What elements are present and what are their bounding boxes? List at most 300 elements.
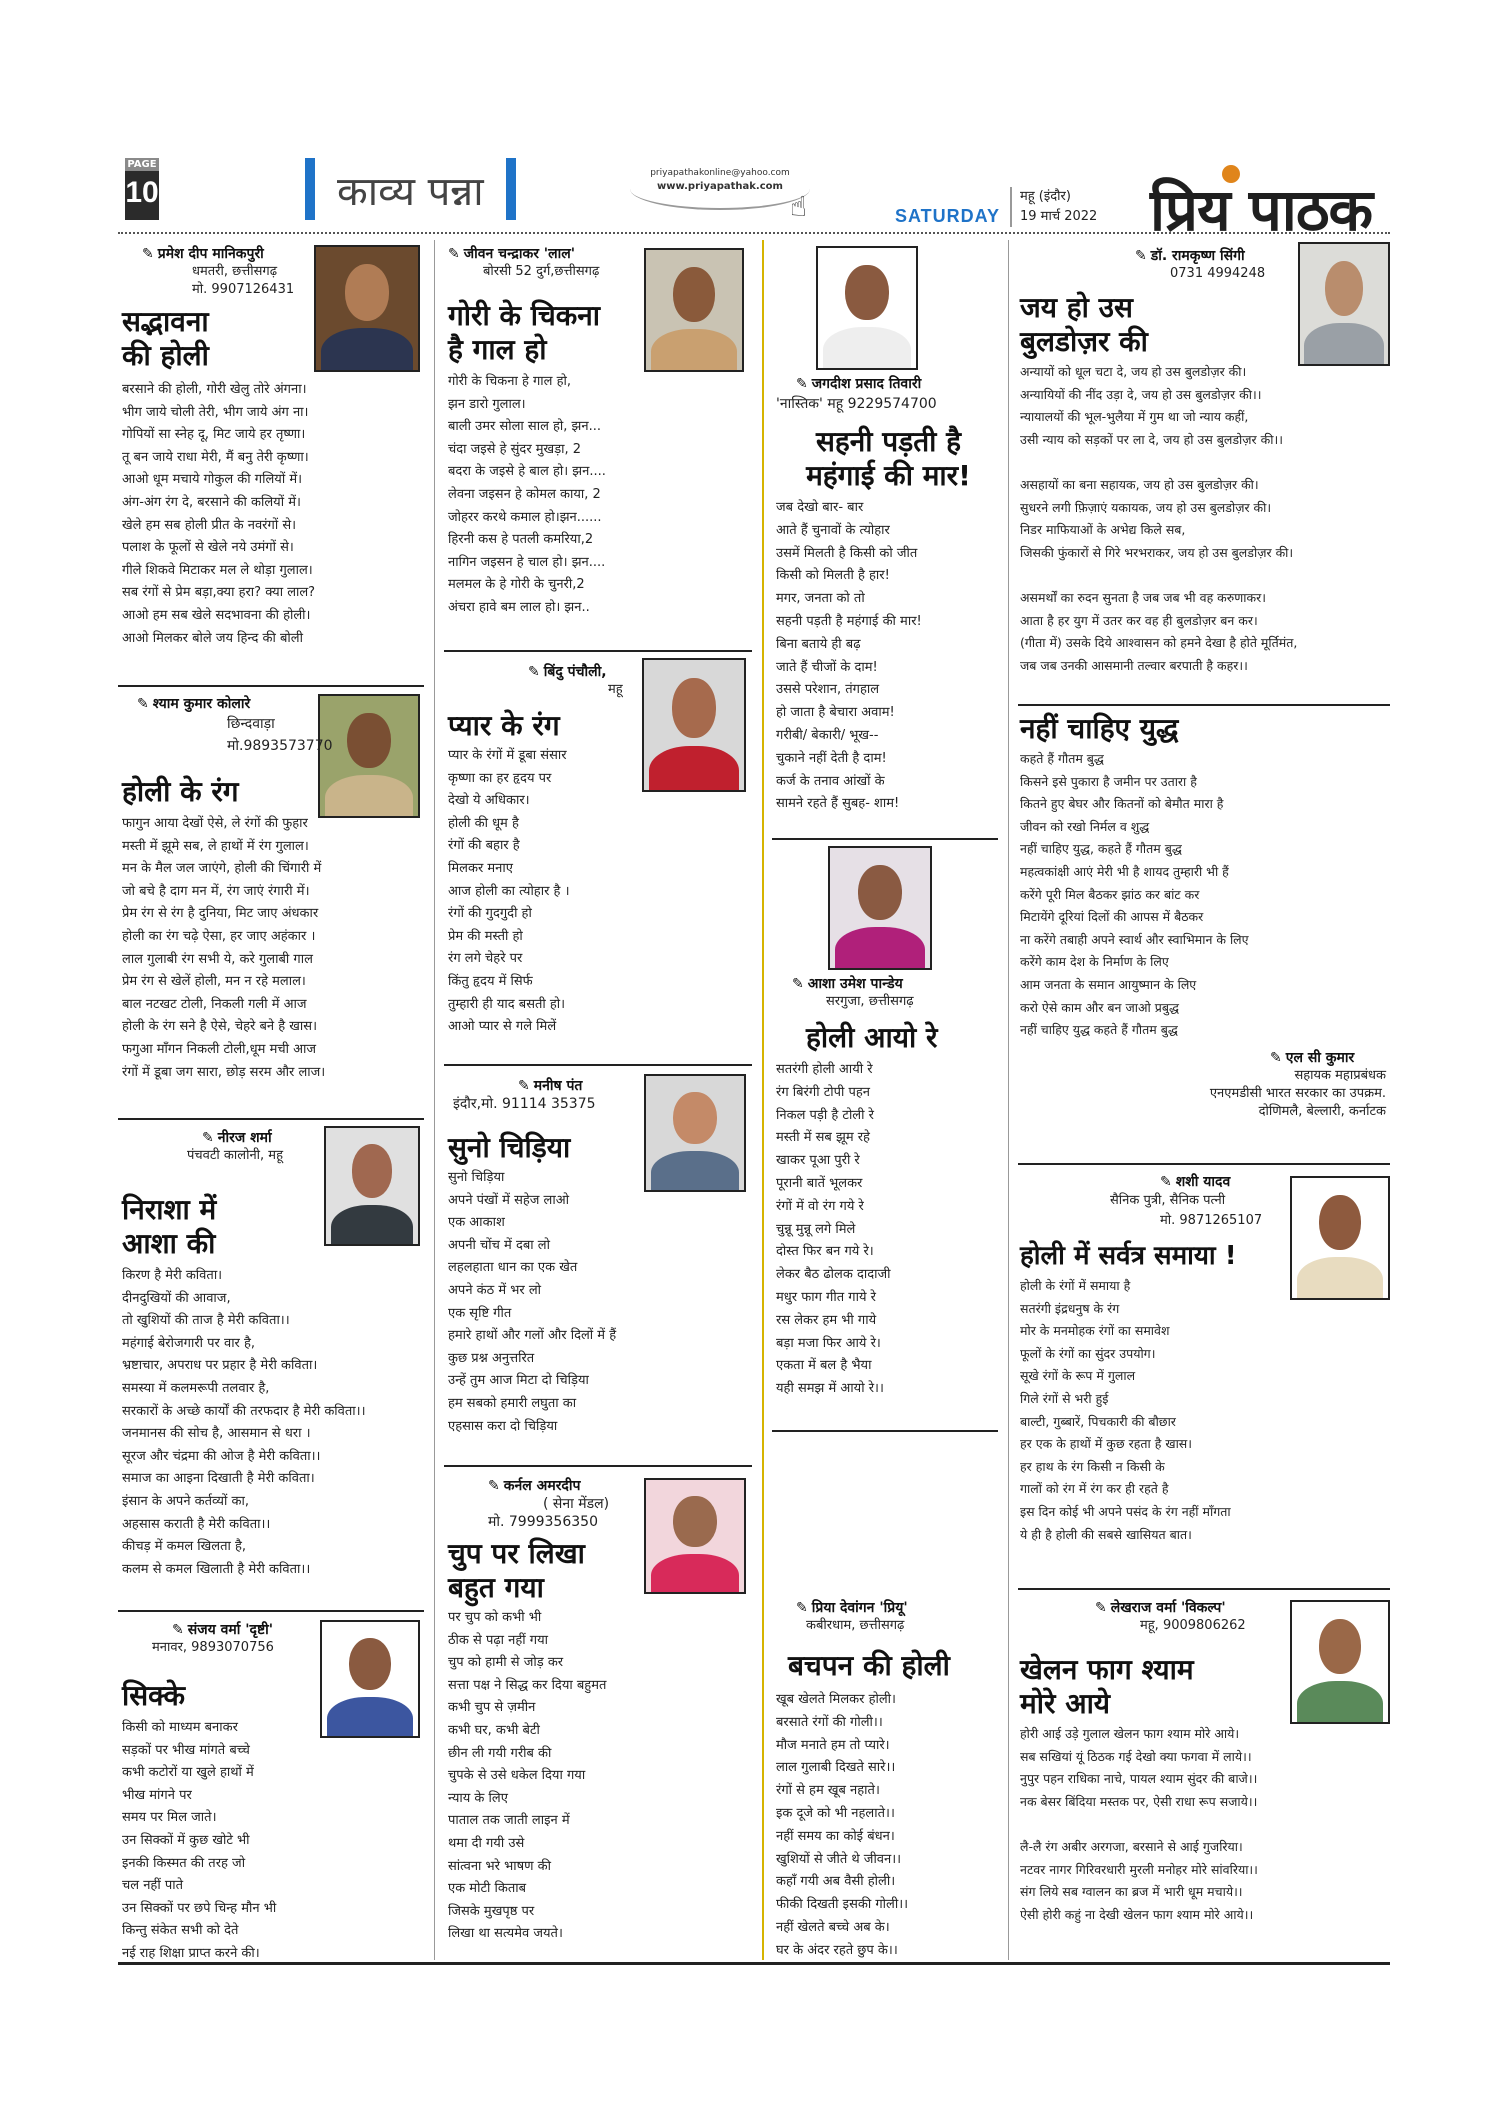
- poem-line: मगर, जनता को तो: [776, 591, 865, 607]
- poem-line: झन डारो गुलाल।: [448, 396, 526, 412]
- author-meta: ( सेना मेंडल) मो. 7999356350: [488, 1496, 610, 1530]
- poem-line: उससे परेशान, तंगहाल: [776, 682, 880, 698]
- poem-line: आज होली का त्योहार है ।: [448, 883, 570, 899]
- poem-line: जब जब उनकी आसमानी तल्वार बरपाती है कहर।।: [1020, 657, 1248, 673]
- poem-line: नहीं खेलते बच्चे अब के।: [776, 1919, 890, 1935]
- author-meta: सरगुजा, छत्तीसगढ़: [826, 994, 914, 1009]
- poem-line: दोस्त फिर बन गये रे।: [776, 1244, 874, 1260]
- page-number-tag: [125, 158, 159, 220]
- poem-line: चल नहीं पाते: [122, 1878, 183, 1894]
- poem-title: निराशा में आशा की: [122, 1193, 217, 1260]
- poem-line: खाकर पूआ पुरी रे: [776, 1153, 860, 1169]
- poem-line: मस्ती में झूमे सब, ले हाथों में रंग गुलाल।: [122, 838, 309, 854]
- poem-line: जोहरर करथे कमाल हो।झन......: [448, 509, 602, 525]
- poem-line: तो खुशियों की ताज है मेरी कविता।।: [122, 1313, 290, 1329]
- poem-line: प्रेम रंग से रंग है दुनिया, मिट जाए अंधकार: [122, 906, 319, 922]
- poem-block: [1020, 1598, 1392, 1926]
- poem-block: [1020, 712, 1392, 1121]
- poem-line: बाल्टी, गुब्बारें, पिचकारी की बौछार: [1020, 1413, 1176, 1429]
- poem-line: गोपियों सा स्नेह दू, मिट जाये हर तृष्णा।: [122, 427, 306, 443]
- author-meta: महू: [608, 682, 623, 697]
- poem-title: गोरी के चिकना है गाल हो: [448, 299, 601, 366]
- poem-line: रंग लगे चेहरे पर: [448, 951, 523, 967]
- poem-line: कभी घर, कभी बेटी: [448, 1722, 540, 1738]
- poem-line: सुनो चिड़िया: [448, 1170, 505, 1185]
- poem-line: रंगों में डूबा जग सारा, छोड़ सरम और लाज।: [122, 1064, 326, 1080]
- poem-line: गिले रंगों से भरी हुई: [1020, 1390, 1109, 1406]
- pen-icon: ✎: [1270, 1049, 1282, 1066]
- poem-line: चुप को हामी से जोड़ कर: [448, 1655, 564, 1671]
- poem-title: होली के रंग: [122, 775, 239, 808]
- poem-line: बरसाते रंगों की गोली।।: [776, 1714, 883, 1730]
- poem-line: हर हाथ के रंग किसी न किसी के: [1020, 1458, 1165, 1474]
- date-block: [1010, 187, 1097, 227]
- author-name: जीवन चन्द्राकर 'लाल': [463, 246, 575, 262]
- column-divider: [762, 240, 764, 1960]
- poem-line: फगुआ माँगन निकली टोली,धूम मची आज: [122, 1041, 317, 1057]
- pen-icon: ✎: [792, 976, 804, 992]
- poem-line: असहायों का बना सहायक, जय हो उस बुलडोज़र की।: [1020, 476, 1259, 492]
- poem-line: कहते हैं गौतम बुद्ध: [1020, 751, 1104, 766]
- poem-line: रंगों में वो रंग गये रे: [776, 1198, 864, 1214]
- poem-body: [1020, 1723, 1392, 1926]
- poem-line: सब रंगों से प्रेम बड़ा,क्या हरा? क्या लाल?: [122, 585, 316, 601]
- poem-line: ये ही है होली की सबसे खासियत बात।: [1020, 1526, 1192, 1542]
- section-title: [305, 158, 516, 220]
- poem-line: पलाश के फूलों से खेले नये उमंगों से।: [122, 540, 294, 556]
- poem-line: करो ऐसे काम और बन जाओ प्रबुद्ध: [1020, 999, 1179, 1015]
- website: www.priyapathak.com: [657, 181, 783, 192]
- poem-line: होली की धूम है: [448, 815, 519, 831]
- poem-line: अन्यायियों की नींद उड़ा दे, जय हो उस बुलडोज़र की।।: [1020, 386, 1262, 402]
- author-meta: मनावर, 9893070756: [152, 1640, 274, 1655]
- poem-line: लाल गुलाबी दिखते सारे।।: [776, 1760, 896, 1776]
- author-meta: सैनिक पुत्री, सैनिक पत्नी मो. 9871265107: [1110, 1193, 1263, 1228]
- poem-body: [1020, 361, 1392, 677]
- poem-line: एक सृष्टि गीत: [448, 1305, 512, 1321]
- pen-icon: ✎: [528, 664, 540, 680]
- poem-line: सब सखियां यूं ठिठक गई देखो क्या फगवा में लाये।।: [1020, 1748, 1252, 1764]
- poem-body: [448, 1607, 753, 1946]
- poem-line: सांत्वना भरे भाषण की: [448, 1858, 552, 1874]
- poem-separator: [772, 1430, 998, 1432]
- author-meta: धमतरी, छत्तीसगढ़ मो. 9907126431: [192, 264, 295, 297]
- poem-title: नहीं चाहिए युद्ध: [1020, 712, 1179, 745]
- poem-separator: [1018, 704, 1390, 706]
- poem-title: खेलन फाग श्याम मोरे आये: [1020, 1653, 1194, 1720]
- poem-line: जब देखो बार- बार: [776, 500, 864, 515]
- pen-icon: ✎: [796, 1600, 808, 1616]
- poem-line: रंग बिरंगी टोपी पहन: [776, 1084, 870, 1100]
- poem-line: होली के रंगों में समाया है: [1020, 1278, 1131, 1293]
- author-name: प्रमेश दीप मानिकपुरी: [157, 246, 264, 262]
- poem-line: जो बचे है दाग मन में, रंग जाएं रंगारी में।: [122, 883, 310, 899]
- poem-line: आओ प्यार से गले मिलें: [448, 1019, 557, 1035]
- poem-line: किसने इसे पुकारा है जमीन पर उतारा है: [1020, 773, 1197, 789]
- poem-line: निडर माफियाओं के अभेद्य किले सब,: [1020, 522, 1186, 538]
- poem-line: फागुन आया देखों ऐसे, ले रंगों की फुहार: [122, 816, 308, 831]
- poem-line: जाते हैं चीजों के दाम!: [776, 659, 878, 675]
- poem-line: किन्तु संकेत सभी को देते: [122, 1923, 239, 1939]
- page-number: 10: [125, 176, 159, 209]
- poem-line: भीख मांगने पर: [122, 1787, 192, 1803]
- poem-line: गालों को रंग में रंग कर ही रहते है: [1020, 1481, 1169, 1497]
- poem-line: अपनी चोंच में दबा लो: [448, 1237, 550, 1253]
- poem-line: आओ धूम मचाये गोकुल की गलियों में।: [122, 472, 303, 488]
- poem-body: [1020, 1275, 1392, 1546]
- poem-line: आम जनता के समान आयुष्मान के लिए: [1020, 976, 1197, 992]
- poem-line: कीचड़ में कमल खिलता है,: [122, 1539, 247, 1555]
- poem-line: बरसाने की होली, गोरी खेलु तोरे अंगना।: [122, 382, 307, 397]
- poem-line: मस्ती में सब झूम रहे: [776, 1130, 870, 1146]
- poem-line: करेंगे पूरी मिल बैठकर झांठ कर बांट कर: [1020, 886, 1200, 902]
- poem-line: सूरज और चंद्रमा की ओज है मेरी कविता।।: [122, 1448, 321, 1464]
- poem-line: उसी न्याय को सड़कों पर ला दे, जय हो उस बुलडोज़र की।।: [1020, 431, 1283, 447]
- author-meta: महू, 9009806262: [1140, 1618, 1246, 1633]
- poem-title: प्यार के रंग: [448, 709, 560, 742]
- date: 19 मार्च 2022: [1020, 209, 1098, 224]
- poem-line: नटवर नागर गिरिवरधारी मुरली मनोहर मोरे सांवरिया।।: [1020, 1861, 1258, 1877]
- poem-line: लिखा था सत्यमेव जयते।: [448, 1926, 563, 1942]
- poem-line: कहाँ गयी अब वैसी होली।: [776, 1874, 896, 1890]
- author-name: आशा उमेश पान्डेय: [807, 976, 903, 992]
- bracket-right: [506, 158, 516, 220]
- poem-line: हिरनी कस हे पतली कमरिया,2: [448, 532, 594, 548]
- poem-line: अंग-अंग रंग दे, बरसाने की कलियों में।: [122, 494, 301, 510]
- poem-title: जय हो उस बुलडोज़र की: [1020, 291, 1148, 358]
- poem-line: चुकाने नहीं देती है दाम!: [776, 750, 887, 766]
- author-name: बिंदु पंचौली,: [543, 664, 607, 680]
- poem-line: सुधरने लगी फ़िज़ाएं यकायक, जय हो उस बुलडोज़र की।: [1020, 499, 1272, 515]
- email: priyapathakonline@yahoo.com: [650, 168, 790, 178]
- poem-line: रस लेकर हम भी गाये: [776, 1312, 877, 1328]
- poem-line: पाताल तक जाती लाइन में: [448, 1813, 570, 1829]
- poem-line: सड़कों पर भीख मांगते बच्चे: [122, 1742, 250, 1758]
- poem-line: हम सबको हमारी लघुता का: [448, 1395, 577, 1411]
- poem-line: मिलकर मनाए: [448, 860, 513, 876]
- poem-line: मधुर फाग गीत गाये रे: [776, 1289, 876, 1305]
- author-photo: [816, 246, 918, 370]
- poem-separator: [772, 838, 998, 840]
- poem-block: [776, 374, 1001, 816]
- poem-line: अन्यायों को धूल चटा दे, जय हो उस बुलडोज़र की।: [1020, 364, 1247, 379]
- poem-title: सुनो चिड़िया: [448, 1131, 571, 1164]
- poem-line: थमा दी गयी उसे: [448, 1835, 525, 1851]
- poem-title: बचपन की होली: [788, 1649, 950, 1682]
- author-meta: बोरसी 52 दुर्ग,छत्तीसगढ़: [483, 264, 600, 279]
- poem-line: होली के रंग सने है ऐसे, चेहरे बने है खास।: [122, 1019, 318, 1035]
- poem-line: आओ मिलकर बोले जय हिन्द की बोली: [122, 630, 303, 646]
- poem-body: [122, 813, 422, 1084]
- poem-line: लेवना जइसन हे कोमल काया, 2: [448, 486, 601, 502]
- poem-block: [448, 1076, 753, 1438]
- poem-line: सहनी पड़ती है महंगाई की मार!: [776, 613, 922, 629]
- poem-line: भीग जाये चोली तेरी, भीग जाये अंग ना।: [122, 404, 309, 420]
- poem-line: संग लिये सब ग्वालन का ब्रज में भारी धूम मचाये।।: [1020, 1884, 1243, 1900]
- author-name: कर्नल अमरदीप: [503, 1478, 581, 1494]
- pen-icon: ✎: [488, 1478, 500, 1494]
- poem-line: लेकर बैठ ढोलक दादाजी: [776, 1267, 891, 1283]
- poem-line: कुछ प्रश्न अनुत्तरित: [448, 1350, 535, 1366]
- poem-line: [1020, 564, 1392, 587]
- pen-icon: ✎: [1135, 248, 1147, 264]
- poem-line: घर के अंदर रहते छुप के।।: [776, 1942, 898, 1958]
- pen-icon: ✎: [142, 246, 154, 262]
- author-meta: 'नास्तिक' महू 9229574700: [776, 396, 937, 412]
- poem-block: [1020, 1172, 1392, 1546]
- poem-body: [448, 371, 753, 620]
- poem-line: बाली उमर सोला साल हो, झन...: [448, 419, 601, 435]
- poem-block: [776, 1598, 1001, 1963]
- poem-line: सूखे रंगों के रूप में गुलाल: [1020, 1368, 1136, 1384]
- author-meta: इंदौर,मो. 91114 35375: [453, 1096, 596, 1112]
- poem-line: कभी चुप से ज़मीन: [448, 1700, 536, 1716]
- poem-line: छीन ली गयी गरीब की: [448, 1745, 552, 1761]
- poem-line: एहसास करा दो चिड़िया: [448, 1418, 558, 1434]
- poem-line: हो जाता है बेचारा अवाम!: [776, 705, 895, 721]
- poem-line: चुपके से उसे धकेल दिया गया: [448, 1768, 586, 1784]
- poem-line: एक मोटी किताब: [448, 1881, 527, 1897]
- poem-line: उन्हें तुम आज मिटा दो चिड़िया: [448, 1373, 589, 1389]
- poem-line: आओ हम सब खेले सदभावना की होली।: [122, 607, 311, 623]
- poem-line: न्याय के लिए: [448, 1790, 508, 1806]
- poem-body: [448, 745, 753, 1039]
- poem-block: [122, 1128, 422, 1581]
- poem-line: आता है हर युग में उतर कर वह ही बुलडोज़र बन कर।: [1020, 612, 1258, 628]
- pen-icon: ✎: [202, 1130, 214, 1146]
- pen-icon: ✎: [448, 246, 460, 262]
- poem-line: न्यायालयों की भूल-भुलैया में गुम था जो न्याय कहीं,: [1020, 409, 1249, 425]
- poem-line: असमर्थों का रुदन सुनता है जब जब भी वह करुणाकर।: [1020, 589, 1266, 605]
- poem-separator: [444, 1064, 752, 1066]
- poem-line: बिना बताये ही बढ़: [776, 636, 861, 652]
- author-name: शशी यादव: [1175, 1174, 1231, 1190]
- poem-separator: [118, 1610, 424, 1612]
- poem-line: हमारे हाथों और गलों और दिलों में हैं: [448, 1328, 617, 1344]
- poem-block: [448, 244, 753, 620]
- poem-body: [448, 1167, 753, 1438]
- poem-line: नक बेसर बिंदिया मस्तक पर, ऐसी राधा रूप सजाये।।: [1020, 1793, 1258, 1809]
- author-meta: 0731 4994248: [1170, 266, 1266, 281]
- poem-line: मौज मनाते हम तो प्यारे।: [776, 1737, 890, 1753]
- column-divider: [1008, 240, 1009, 1960]
- poem-line: लाल गुलाबी रंग सभी ये, करे गुलाबी गाल: [122, 951, 313, 967]
- poem-line: महत्वकांक्षी आएं मेरी भी है शायद तुम्हारी भी हैं: [1020, 863, 1229, 879]
- poem-line: किरण है मेरी कविता।: [122, 1268, 223, 1283]
- poem-line: किसी को मिलती है हार!: [776, 568, 890, 584]
- pen-icon: ✎: [1160, 1174, 1172, 1190]
- poem-line: लहलहाता धान का एक खेत: [448, 1260, 578, 1276]
- poem-line: होरी आई उड़े गुलाल खेलन फाग श्याम मोरे आये।: [1020, 1726, 1240, 1741]
- poem-body: [122, 1717, 422, 1966]
- poem-line: किंतु हृदय में सिर्फ: [448, 973, 533, 989]
- poem-line: इक दूजे को भी नहलाते।।: [776, 1805, 895, 1821]
- poem-line: अपने पंखों में सहेज लाओ: [448, 1192, 570, 1208]
- masthead: प्रिय पाठक: [1150, 176, 1373, 244]
- poem-separator: [1018, 1588, 1390, 1590]
- poem-line: नहीं चाहिए युद्ध कहते हैं गौतम बुद्ध: [1020, 1022, 1178, 1038]
- author-name: प्रिया देवांगन 'प्रियू': [811, 1600, 908, 1616]
- poem-line: जीवन को रखो निर्मल व शुद्ध: [1020, 818, 1150, 834]
- author-name: नीरज शर्मा: [217, 1130, 272, 1146]
- poem-line: आते हैं चुनावों के त्योहार: [776, 522, 890, 538]
- poem-line: अहसास कराती है मेरी कविता।।: [122, 1516, 271, 1532]
- poem-block: [776, 974, 1001, 1401]
- author-name: जगदीश प्रसाद तिवारी: [811, 376, 922, 392]
- poem-line: निकल पड़ी है टोली रे: [776, 1107, 874, 1123]
- author-meta: छिन्दवाड़ा मो.9893573770: [227, 716, 333, 754]
- poem-block: [122, 1620, 422, 1966]
- poem-line: समय पर मिल जाते।: [122, 1810, 217, 1826]
- poem-line: उन सिक्कों पर छपे चिन्ह मौन भी: [122, 1900, 277, 1916]
- poem-line: कृष्णा का हर हृदय पर: [448, 770, 552, 786]
- poem-line: रंगों की गुदगुदी हो: [448, 906, 532, 922]
- poem-line: गोरी के चिकना हे गाल हो,: [448, 374, 572, 389]
- poem-block: [448, 662, 753, 1039]
- poem-title: सद्भावना की होली: [122, 305, 209, 372]
- poem-line: भ्रष्टाचार, अपराध पर प्रहार है मेरी कविता।: [122, 1358, 318, 1374]
- poem-line: हर एक के हाथों में कुछ रहता है खास।: [1020, 1436, 1192, 1452]
- poem-line: बड़ा मजा फिर आये रे।: [776, 1335, 881, 1351]
- poem-line: होली का रंग चढ़े ऐसा, हर जाए अहंकार ।: [122, 928, 316, 944]
- pen-icon: ✎: [1095, 1600, 1107, 1616]
- poem-body: [1020, 748, 1392, 1042]
- poem-line: नुपुर पहन राधिका नाचे, पायल श्याम सुंदर की बाजे।।: [1020, 1771, 1258, 1787]
- poem-line: [1020, 1813, 1392, 1836]
- poem-line: कलम से कमल खिलाती है मेरी कविता।।: [122, 1561, 311, 1577]
- author-name: लेखराज वर्मा 'विकल्प': [1110, 1600, 1226, 1616]
- poem-line: जिसके मुखपृष्ठ पर: [448, 1903, 535, 1919]
- poem-line: चंदा जइसे हे सुंदर मुखड़ा, 2: [448, 441, 582, 457]
- header-divider: [118, 232, 1390, 234]
- place: महू (इंदौर): [1020, 189, 1071, 204]
- poem-line: प्यार के रंगों में डूबा संसार: [448, 748, 567, 763]
- poem-line: सतरंगी होली आयी रे: [776, 1062, 873, 1077]
- poem-title: होली में सर्वत्र समाया !: [1020, 1241, 1237, 1271]
- poem-line: रंगों की बहार है: [448, 838, 520, 854]
- poem-line: पर चुप को कभी भी: [448, 1610, 542, 1625]
- author-name: मनीष पंत: [533, 1078, 583, 1094]
- author-photo: [828, 846, 932, 970]
- poem-line: दीनदुखियों की आवाज,: [122, 1290, 231, 1306]
- poem-separator: [444, 650, 752, 652]
- poem-line: प्रेम की मस्ती हो: [448, 928, 523, 944]
- poem-line: इंसान के अपने कर्तव्यों का,: [122, 1493, 250, 1509]
- poem-body: [122, 1265, 422, 1581]
- poem-block: [1020, 246, 1392, 677]
- poem-line: (गीता में) उसके दिये आश्वासन को हमने देखा है होते मूर्तिमंत,: [1020, 635, 1298, 651]
- poem-line: ना करेंगे तबाही अपने स्वार्थ और स्वाभिमान के लिए: [1020, 931, 1249, 947]
- poem-line: कितने हुए बेघर और कितनों को बेमौत मारा है: [1020, 796, 1224, 812]
- poem-line: सामने रहते हैं सुबह- शाम!: [776, 796, 900, 812]
- poem-line: पूरानी बातें भूलकर: [776, 1175, 863, 1191]
- poem-line: अपने कंठ में भर लो: [448, 1282, 542, 1298]
- poem-line: समाज का आइना दिखाती है मेरी कविता।: [122, 1471, 315, 1487]
- poem-line: [1020, 451, 1392, 474]
- pen-icon: ✎: [518, 1078, 530, 1094]
- poem-separator: [118, 685, 424, 687]
- poem-block: [122, 694, 422, 1084]
- pen-icon: ✎: [172, 1622, 184, 1638]
- column-divider: [434, 240, 435, 1960]
- poem-line: गरीबी/ बेकारी/ भूख--: [776, 727, 879, 743]
- author-meta: सहायक महाप्रबंधक एनएमडीसी भारत सरकार का उपक्रम. दोणिमलै, बेल्लारी, कर्नाटक: [1209, 1067, 1386, 1119]
- poem-line: प्रेम रंग से खेलें होली, मन न रहे मलाल।: [122, 974, 306, 990]
- author-name: डॉ. रामकृष्ण सिंगी: [1150, 248, 1245, 264]
- poem-line: मिटायेंगे दूरियां दिलों की आपस में बैठकर: [1020, 909, 1204, 925]
- poem-line: ऐसी होरी कहुं ना देखी खेलन फाग श्याम मोरे आये।।: [1020, 1906, 1254, 1922]
- author-name: श्याम कुमार कोलारे: [152, 696, 251, 712]
- poem-line: मलमल के हे गोरी के चुनरी,2: [448, 577, 585, 593]
- poem-line: मोर के मनमोहक रंगों का समावेश: [1020, 1323, 1170, 1339]
- poem-line: देखो ये अधिकार।: [448, 793, 530, 809]
- poem-title: सिक्के: [122, 1679, 185, 1712]
- poem-line: गीले शिकवे मिटाकर मल ले थोड़ा गुलाल।: [122, 562, 313, 578]
- poem-line: चुन्नू मुन्नू लगे मिले: [776, 1221, 856, 1237]
- poem-line: रंगों से हम खूब नहाते।: [776, 1783, 880, 1799]
- poem-body: [122, 379, 422, 650]
- poem-title: चुप पर लिखा बहुत गया: [448, 1537, 585, 1604]
- poem-line: अंचरा हावे बम लाल हो। झन..: [448, 599, 590, 615]
- pointing-hand-icon: ☝: [790, 190, 808, 223]
- author-name: संजय वर्मा 'दृष्टी': [187, 1622, 274, 1638]
- section-name: काव्य पन्ना: [337, 168, 484, 215]
- poem-line: फीकी दिखती इसकी गोली।।: [776, 1897, 909, 1913]
- poem-line: उसमें मिलती है किसी को जीत: [776, 545, 918, 561]
- contact-block: [630, 168, 810, 210]
- poem-line: यही समझ में आयो रे।।: [776, 1381, 884, 1397]
- poem-line: नई राह शिक्षा प्राप्त करने की।: [122, 1945, 260, 1961]
- poem-line: लै-लै रंग अबीर अरगजा, बरसाने से आई गुजरिया।: [1020, 1838, 1243, 1854]
- poem-block: [122, 244, 422, 650]
- poem-line: करेंगे काम देश के निर्माण के लिए: [1020, 954, 1169, 970]
- poem-line: इनकी किस्मत की तरह जो: [122, 1855, 246, 1871]
- page-label: PAGE: [125, 158, 159, 171]
- poem-line: बाल नटखट टोली, निकली गली में आज: [122, 996, 307, 1012]
- bracket-left: [305, 158, 315, 220]
- poem-line: सरकारों के अच्छे कार्यों की तरफदार है मेरी कविता।।: [122, 1403, 366, 1419]
- poem-title: सहनी पड़ती है महंगाई की मार!: [806, 425, 971, 492]
- poem-line: तू बन जाये राधा मेरी, मैं बनु तेरी कृष्णा।: [122, 449, 309, 465]
- poem-separator: [444, 1465, 752, 1467]
- poem-line: नागिन जइसन हे चाल हो। झन....: [448, 554, 606, 570]
- poem-separator: [1018, 1163, 1390, 1165]
- poem-title: होली आयो रे: [806, 1021, 938, 1054]
- poem-separator: [118, 1118, 424, 1120]
- poem-line: कभी कटोरों या खुले हाथों में: [122, 1765, 254, 1781]
- poem-line: ठीक से पढ़ा नहीं गया: [448, 1632, 549, 1648]
- poem-line: नहीं समय का कोई बंधन।: [776, 1828, 895, 1844]
- poem-body: [776, 497, 1001, 816]
- author-meta: पंचवटी कालोनी, महू: [187, 1148, 283, 1163]
- poem-body: [776, 1689, 1001, 1963]
- pen-icon: ✎: [137, 696, 149, 712]
- poem-line: सतरंगी इंद्रधनुष के रंग: [1020, 1300, 1120, 1316]
- poem-line: एक आकाश: [448, 1215, 505, 1231]
- poem-line: मन के मैल जल जाएंगे, होली की चिंगारी में: [122, 861, 322, 877]
- poem-line: खूब खेलते मिलकर होली।: [776, 1692, 896, 1707]
- pen-icon: ✎: [796, 376, 808, 392]
- poem-line: फूलों के रंगों का सुंदर उपयोग।: [1020, 1345, 1156, 1361]
- poem-line: उन सिक्कों में कुछ खोटे भी: [122, 1832, 250, 1848]
- poem-line: समस्या में कलमरूपी तलवार है,: [122, 1380, 270, 1396]
- author-name: एल सी कुमार: [1285, 1049, 1355, 1066]
- day-label: SATURDAY: [895, 206, 1001, 226]
- poem-line: इस दिन कोई भी अपने पसंद के रंग नहीं माँगता: [1020, 1503, 1231, 1519]
- author-meta: कबीरधाम, छत्तीसगढ़: [806, 1618, 905, 1633]
- poem-line: खुशियों से जीते थे जीवन।।: [776, 1851, 902, 1867]
- poem-line: नहीं चाहिए युद्ध, कहते हैं गौतम बुद्ध: [1020, 841, 1182, 857]
